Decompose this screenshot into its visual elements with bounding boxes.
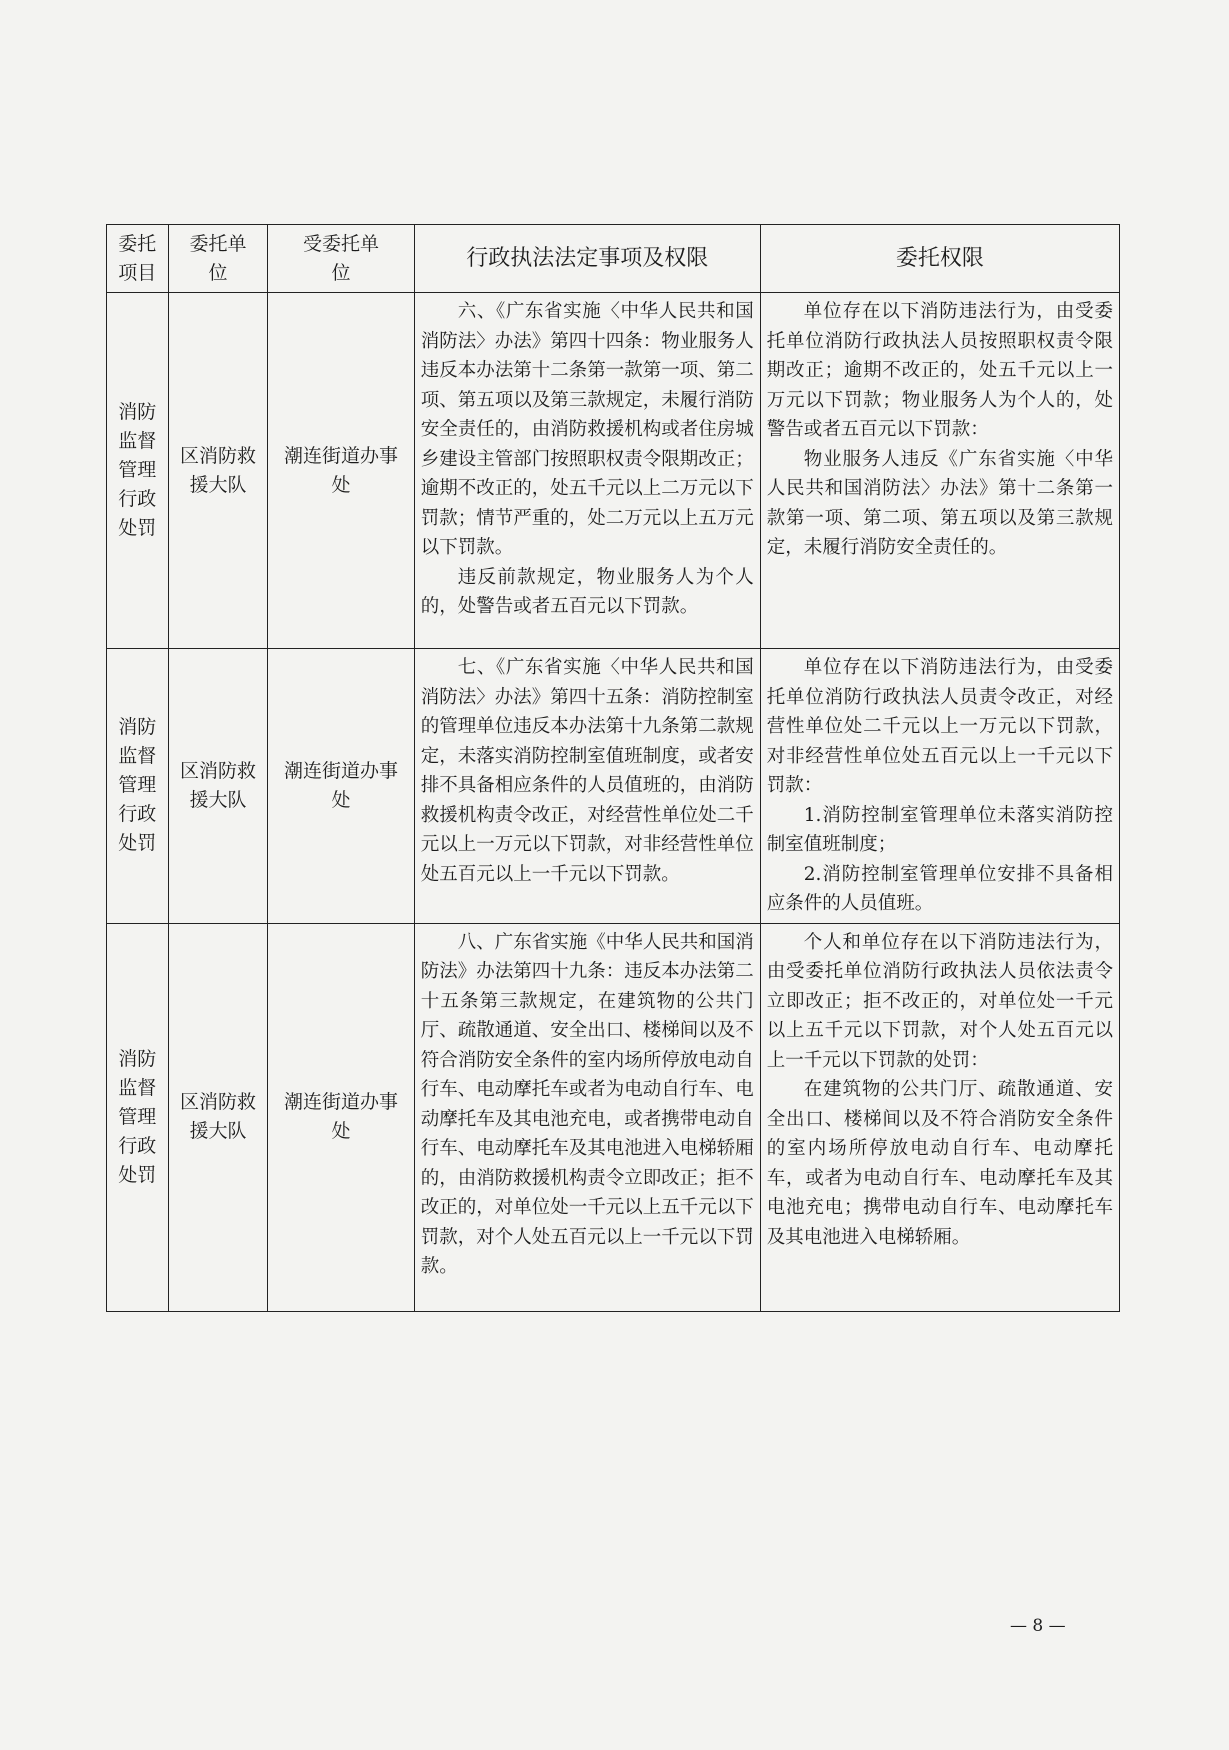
cell-delegatee: 潮连街道办事处: [268, 649, 414, 924]
table-row: [107, 649, 1120, 924]
cell-delegator: 区消防救援大队: [168, 649, 268, 924]
cell-delegator: 区消防救援大队: [168, 293, 268, 649]
table-header-row: [107, 225, 1120, 293]
cell-delegator: 区消防救援大队: [168, 923, 268, 1311]
law-paragraph: 七、《广东省实施〈中华人民共和国消防法〉办法》第四十五条：消防控制室的管理单位违反本办法第十九条第二款规定，未落实消防控制室值班制度，或者安排不具备相应条件的人员值班的，由消防救援机构责令改正，对经营性单位处二千元以上一万元以下罚款，对非经营性单位处五百元以上一千元以下罚款。: [420, 657, 754, 885]
authority-paragraph: 物业服务人违反《广东省实施〈中华人民共和国消防法〉办法》第十二条第一款第一项、第二项、第五项以及第三款规定，未履行消防安全责任的。: [766, 448, 1113, 558]
law-paragraph: 八、广东省实施《中华人民共和国消防法》办法第四十九条：违反本办法第二十五条第三款规定，在建筑物的公共门厅、疏散通道、安全出口、楼梯间以及不符合消防安全条件的室内场所停放电动自行车、电动摩托车或者为电动自行车、电动摩托车及其电池充电，或者携带电动自行车、电动摩托车及其电池进入电梯轿厢的，由消防救援机构责令立即改正；拒不改正的，对单位处一千元以上五千元以下罚款，对个人处五百元以上一千元以下罚款。: [420, 931, 754, 1277]
delegation-table: [106, 224, 1120, 1312]
law-paragraph: 六、《广东省实施〈中华人民共和国消防法〉办法》第四十四条：物业服务人违反本办法第十二条第一款第一项、第二项、第五项以及第三款规定，未履行消防安全责任的，由消防救援机构或者住房城乡建设主管部门按照职权责令限期改正；逾期不改正的，处五千元以上二万元以下罚款；情节严重的，处二万元以上五万元以下罚款。: [420, 301, 754, 558]
cell-law: [414, 923, 760, 1311]
header-delegator: 委托单位: [168, 225, 268, 293]
table-row: [107, 293, 1120, 649]
authority-paragraph: 在建筑物的公共门厅、疏散通道、安全出口、楼梯间以及不符合消防安全条件的室内场所停放电动自行车、电动摩托车，或者为电动自行车、电动摩托车及其电池充电；携带电动自行车、电动摩托车及其电池进入电梯轿厢。: [766, 1079, 1113, 1248]
authority-paragraph: 2.消防控制室管理单位安排不具备相应条件的人员值班。: [766, 863, 1113, 914]
header-delegatee: 受委托单位: [268, 225, 414, 293]
cell-authority: [760, 649, 1119, 924]
header-authority: 委托权限: [760, 225, 1119, 293]
cell-delegatee: 潮连街道办事处: [268, 293, 414, 649]
header-item: 委托项目: [107, 225, 169, 293]
table-row: [107, 923, 1120, 1311]
cell-authority: [760, 293, 1119, 649]
page-number: — 8 —: [1010, 1616, 1066, 1636]
cell-item: 消防监督管理行政处罚: [107, 923, 169, 1311]
cell-law: [414, 649, 760, 924]
cell-item: 消防监督管理行政处罚: [107, 649, 169, 924]
law-paragraph: 违反前款规定，物业服务人为个人的，处警告或者五百元以下罚款。: [420, 566, 754, 617]
authority-paragraph: 个人和单位存在以下消防违法行为，由受委托单位消防行政执法人员依法责令立即改正；拒不改正的，对单位处一千元以上五千元以下罚款，对个人处五百元以上一千元以下罚款的处罚：: [766, 931, 1113, 1071]
authority-paragraph: 1.消防控制室管理单位未落实消防控制室值班制度；: [766, 804, 1113, 855]
cell-authority: [760, 923, 1119, 1311]
header-law-scope: 行政执法法定事项及权限: [414, 225, 760, 293]
cell-item: 消防监督管理行政处罚: [107, 293, 169, 649]
cell-law: [414, 293, 760, 649]
cell-delegatee: 潮连街道办事处: [268, 923, 414, 1311]
authority-paragraph: 单位存在以下消防违法行为，由受委托单位消防行政执法人员按照职权责令限期改正；逾期不改正的，处五千元以上一万元以下罚款；物业服务人为个人的，处警告或者五百元以下罚款：: [766, 301, 1113, 440]
authority-paragraph: 单位存在以下消防违法行为，由受委托单位消防行政执法人员责令改正，对经营性单位处二千元以上一万元以下罚款，对非经营性单位处五百元以上一千元以下罚款：: [766, 657, 1113, 796]
